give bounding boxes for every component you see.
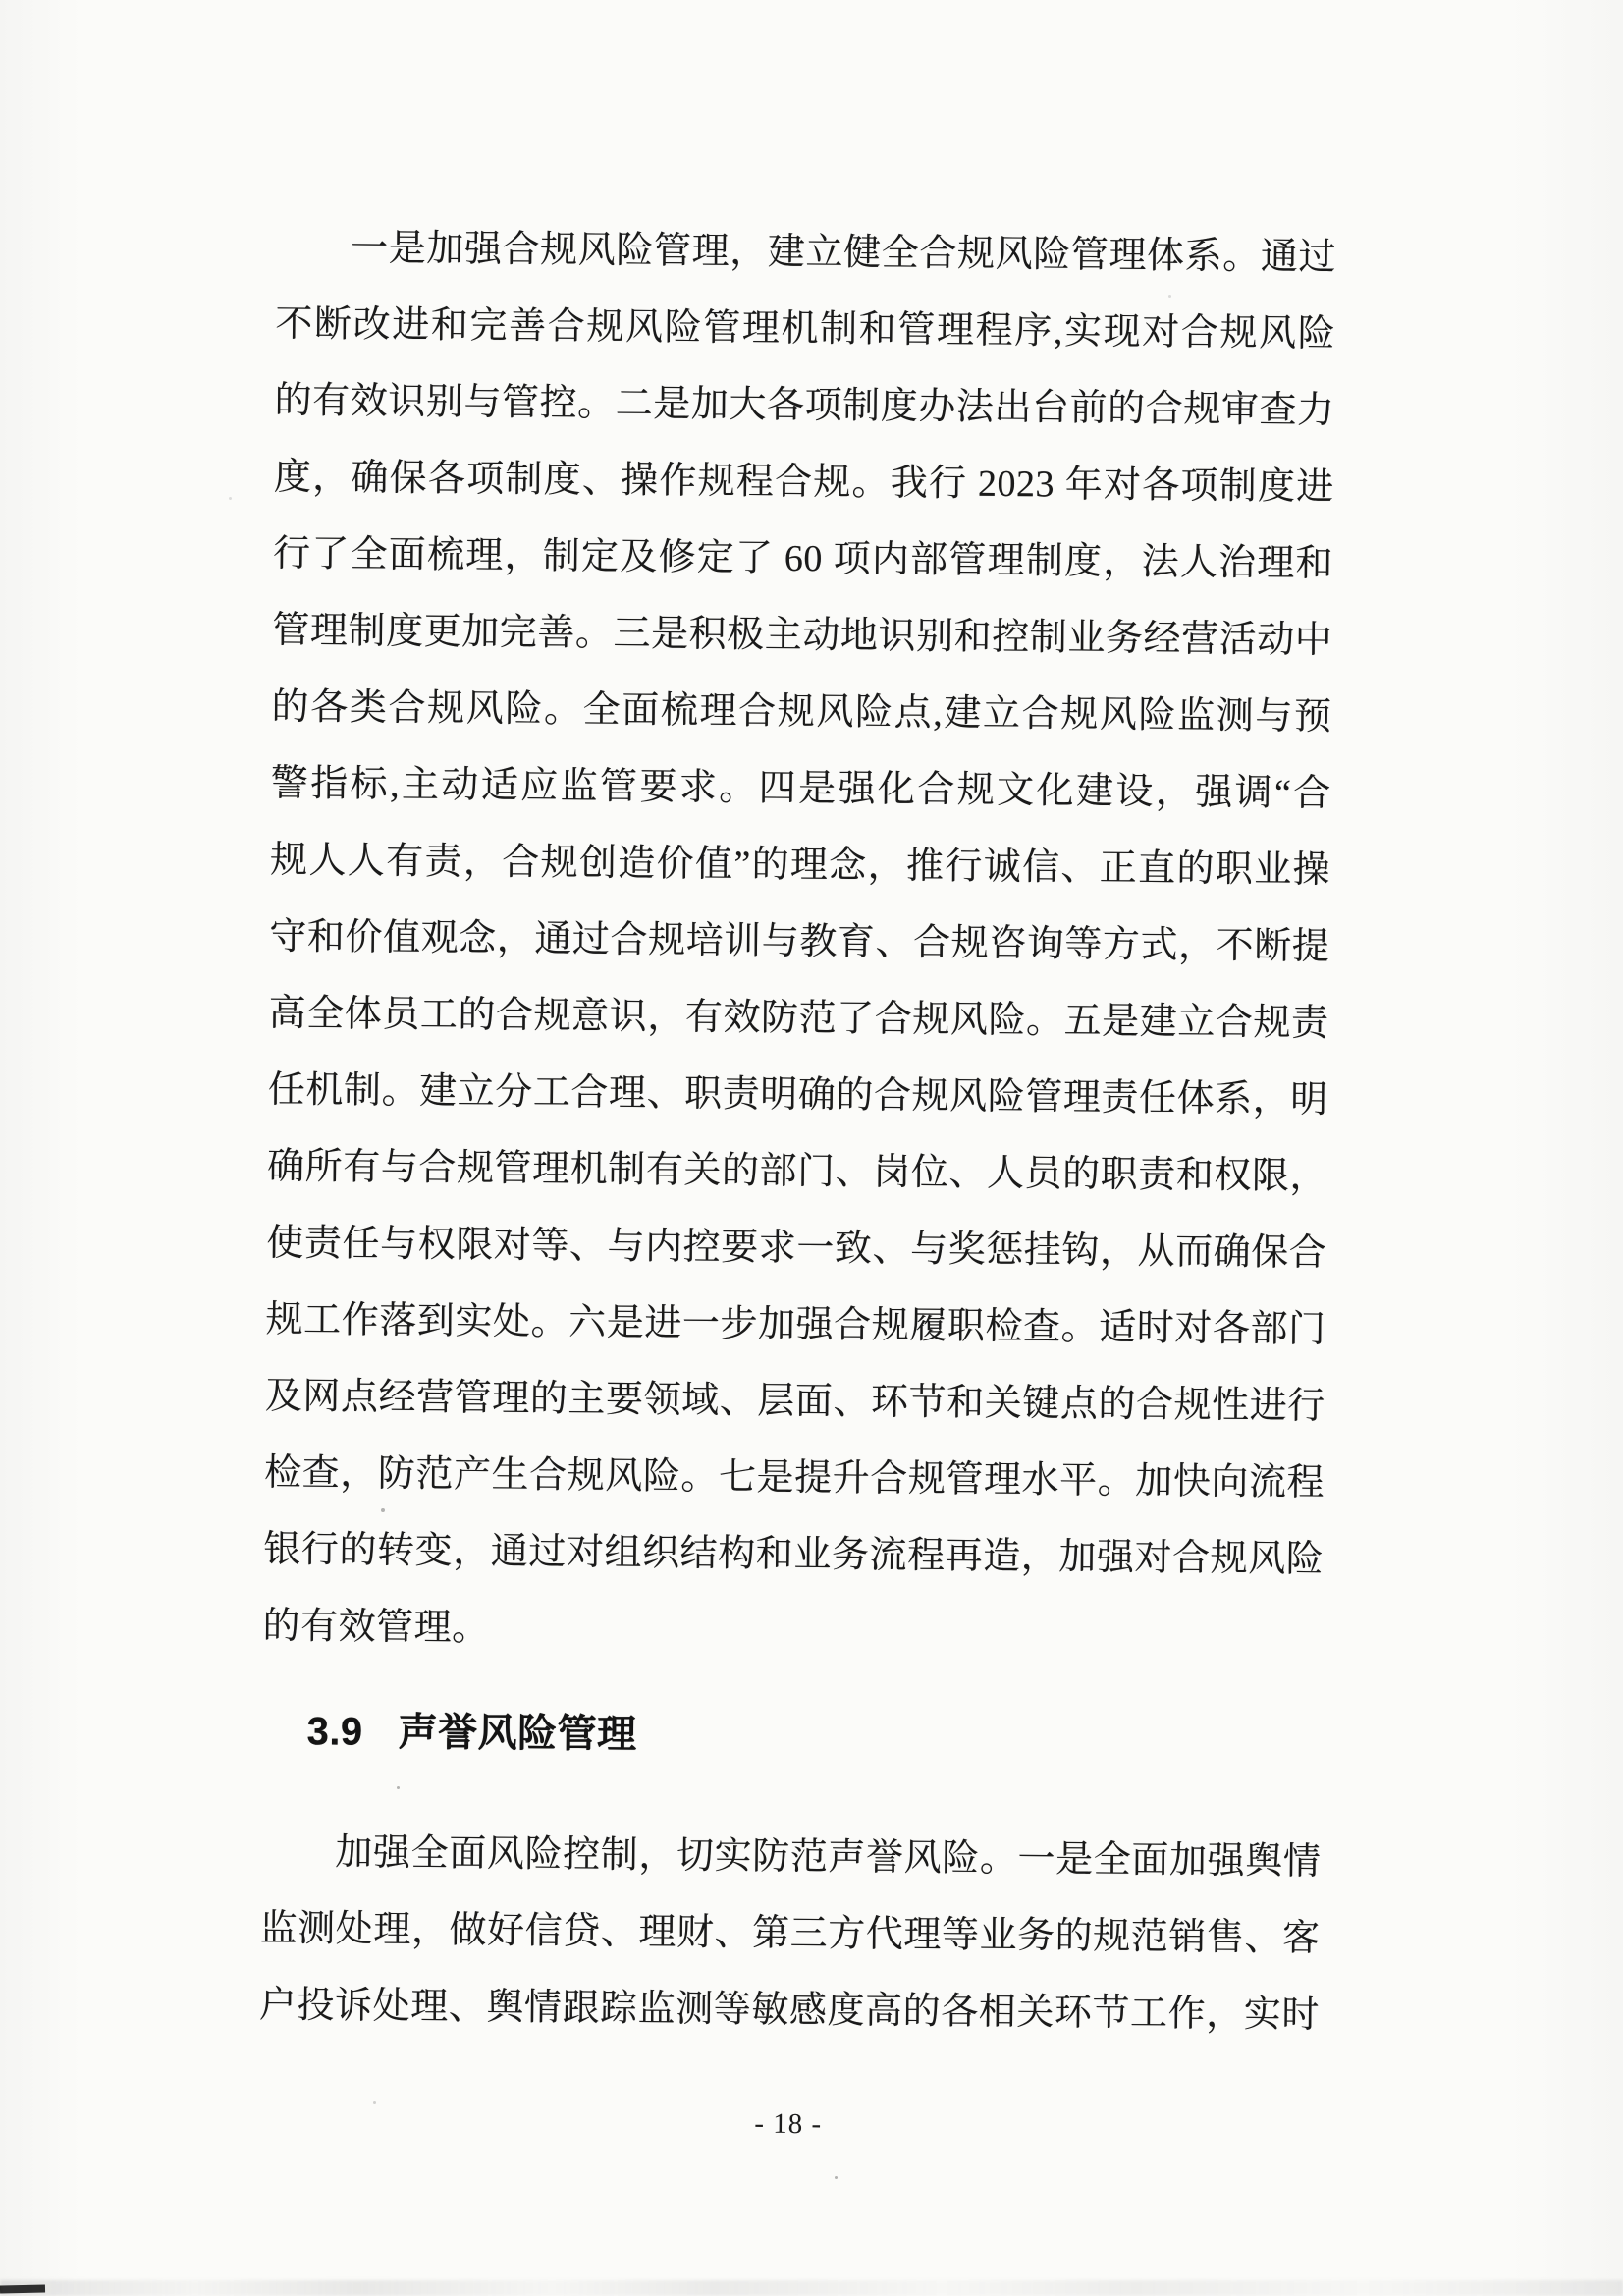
text-line: 监测处理，做好信贷、理财、第三方代理等业务的规范销售、客 xyxy=(259,1907,1321,1960)
text-line: 高全体员工的合规意识，有效防范了合规风险。五是建立合规责 xyxy=(268,992,1329,1045)
text-line: 警指标,主动适应监管要求。四是强化合规文化建设，强调“合 xyxy=(270,762,1331,815)
text-line: 不断改进和完善合规风险管理机制和管理程序,实现对合规风险 xyxy=(275,302,1336,355)
scan-speck xyxy=(229,497,232,500)
text-line: 确所有与合规管理机制有关的部门、岗位、人员的职责和权限， xyxy=(266,1145,1328,1198)
text-line: 的有效管理。 xyxy=(262,1605,490,1650)
scan-speck xyxy=(835,2176,838,2179)
text-line: 户投诉处理、舆情跟踪监测等敏感度高的各相关环节工作，实时 xyxy=(258,1984,1321,2037)
paragraph-compliance-risk xyxy=(262,209,1336,1674)
scan-speck xyxy=(1168,295,1171,298)
text-line: 规工作落到实处。六是进一步加强合规履职检查。适时对各部门 xyxy=(265,1298,1326,1351)
section-number: 3.9 xyxy=(306,1710,363,1754)
text-line: 及网点经营管理的主要领域、层面、环节和关键点的合规性进行 xyxy=(264,1375,1326,1428)
text-line: 度，确保各项制度、操作规程合规。我行 2023 年对各项制度进 xyxy=(273,456,1334,509)
text-line: 行了全面梳理，制定及修定了 60 项内部管理制度，法人治理和 xyxy=(272,532,1334,585)
scan-speck xyxy=(397,1786,400,1789)
text-line: 一是加强合规风险管理，建立健全合规风险管理体系。通过 xyxy=(350,227,1337,279)
text-line: 检查，防范产生合规风险。七是提升合规管理水平。加快向流程 xyxy=(263,1451,1325,1504)
scan-speck xyxy=(381,1508,385,1512)
text-line: 任机制。建立分工合理、职责明确的合规风险管理责任体系，明 xyxy=(267,1068,1328,1121)
text-line: 加强全面风险控制，切实防范声誉风险。一是全面加强舆情 xyxy=(335,1831,1322,1884)
text-line: 规人人有责，合规创造价值”的理念，推行诚信、正直的职业操 xyxy=(269,839,1331,892)
section-heading xyxy=(306,1700,1323,1773)
text-line: 的有效识别与管控。二是加大各项制度办法出台前的合规审查力 xyxy=(274,379,1335,432)
paragraph-reputation-risk xyxy=(259,1814,1322,2053)
text-line: 守和价值观念，通过合规培训与教育、合规咨询等方式，不断提 xyxy=(269,915,1330,968)
page-content xyxy=(258,209,1337,2149)
text-line: 银行的转变，通过对组织结构和业务流程再造，加强对合规风险 xyxy=(263,1528,1325,1581)
text-line: 的各类合规风险。全面梳理合规风险点,建立合规风险监测与预 xyxy=(271,685,1332,738)
page-number: - 18 - xyxy=(754,2107,823,2141)
scan-speck xyxy=(373,2101,376,2104)
section-title: 声誉风险管理 xyxy=(398,1711,637,1757)
text-line: 管理制度更加完善。三是积极主动地识别和控制业务经营活动中 xyxy=(272,609,1333,662)
scan-bottom-smudge xyxy=(0,2280,1623,2296)
text-line: 使责任与权限对等、与内控要求一致、与奖惩挂钩，从而确保合 xyxy=(266,1222,1327,1275)
